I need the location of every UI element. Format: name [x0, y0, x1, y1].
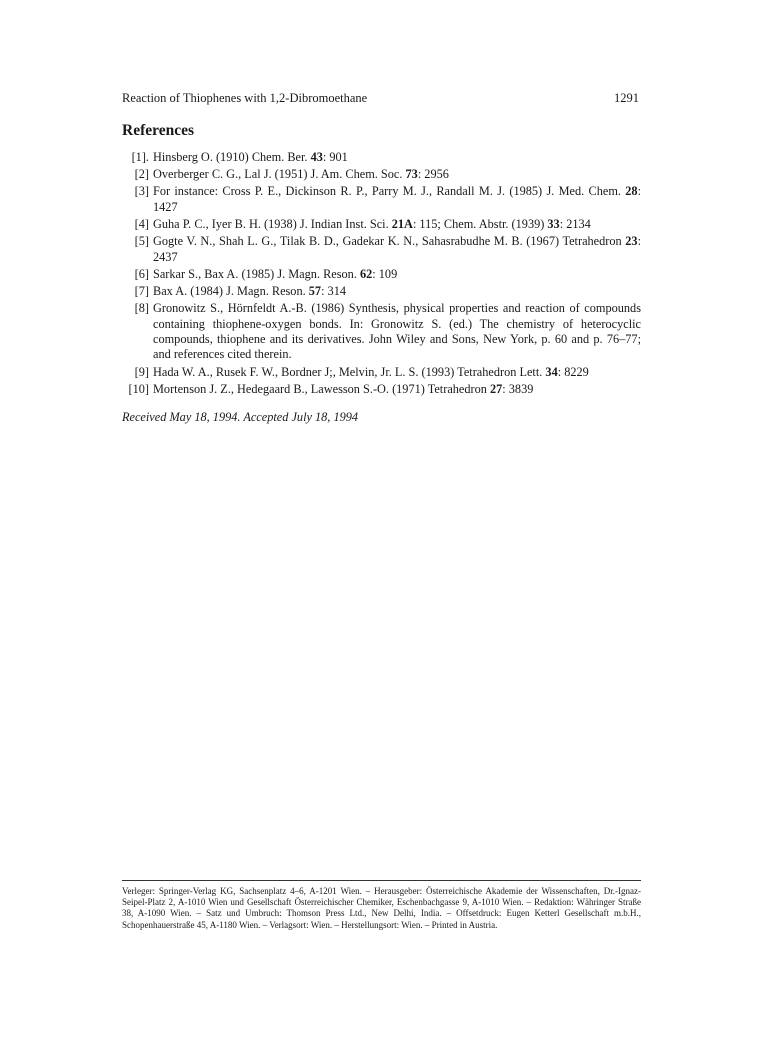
reference-text-segment: : 115; Chem. Abstr. (1939): [412, 217, 548, 232]
reference-item: [122, 184, 641, 215]
reference-text-segment: : 1427: [153, 184, 641, 214]
reference-volume: 62: [359, 266, 373, 281]
reference-text: [153, 184, 641, 215]
running-head: [122, 91, 639, 109]
reference-item: [122, 365, 641, 380]
reference-text: [153, 234, 641, 265]
reference-item: [122, 382, 641, 397]
running-title: Reaction of Thiophenes with 1,2-Dibromoethane: [122, 91, 368, 105]
reference-text-segment: Sarkar S., Bax A. (1985) J. Magn. Reson.: [153, 266, 360, 281]
reference-text-segment: : 314: [321, 284, 346, 299]
reference-text-segment: : 901: [322, 150, 348, 164]
reference-volume: 73: [405, 167, 418, 182]
reference-text-segment: : 8229: [557, 364, 589, 379]
reference-item: [122, 234, 641, 265]
reference-text: [153, 365, 641, 380]
reference-text-segment: Mortenson J. Z., Hedegaard B., Lawesson S.-O. (1971) Tetrahedron: [153, 381, 490, 396]
reference-item: [122, 167, 641, 182]
reference-item: [122, 150, 641, 165]
reference-text-segment: For instance: Cross P. E., Dickinson R. P., Parry M. J., Randall M. J. (1985) J. Med. Chem.: [153, 184, 626, 199]
reference-text-segment: : 3839: [502, 381, 534, 396]
references-heading: References: [122, 122, 195, 139]
reference-volume: 34: [545, 364, 558, 379]
reference-text: [153, 217, 641, 232]
publisher-imprint: Verleger: Springer-Verlag KG, Sachsenplatz 4–6, A-1201 Wien. – Herausgeber: Österreichische Akademie der Wissenschaften, Dr.-Ignaz-Seipel-Platz 2, A-1010 Wien und Gesellschaft Österreichischer Chemiker, Eschenbachgasse 9, A-1010 Wien. – Redaktion: Währinger Straße 38, A-1090 Wien. – Satz und Umbruch: Thomson Press Ltd., New Delhi, India. – Offsetdruck: Eugen Ketterl Gesellschaft m.b.H., Schopenhauerstraße 45, A-1180 Wien. – Verlagsort: Wien. – Herstellungsort: Wien. – Printed in Austria.: [122, 886, 641, 930]
reference-text-segment: Gronowitz S., Hörnfeldt A.-B. (1986) Synthesis, physical properties and reaction of compounds containing thiophene-oxygen bonds. In: Gronowitz S. (ed.) The chemistry of heterocyclic compounds, thiophene and its derivatives. John Wiley and Sons, New York, p. 60 and p. 76–77; and references cited therein.: [153, 301, 641, 362]
reference-number: [1].: [131, 150, 149, 164]
reference-text: [153, 167, 641, 182]
reference-item: [122, 217, 641, 232]
reference-text: [153, 382, 641, 397]
received-accepted-line: Received May 18, 1994. Accepted July 18, 1994: [122, 410, 359, 424]
reference-text: [153, 267, 641, 282]
reference-volume: 57: [308, 284, 322, 299]
reference-text-segment: : 2134: [559, 217, 591, 232]
reference-number: [3]: [134, 184, 149, 199]
reference-text-segment: Guha P. C., Iyer B. H. (1938) J. Indian Inst. Sci.: [153, 217, 392, 232]
reference-volume: 43: [310, 150, 323, 164]
reference-volume: 27: [490, 381, 503, 396]
reference-number: [10]: [128, 381, 149, 396]
reference-text-segment: Hada W. A., Rusek F. W., Bordner J;, Melvin, Jr. L. S. (1993) Tetrahedron Lett.: [153, 364, 546, 379]
reference-item: [122, 267, 641, 282]
reference-number: [9]: [134, 364, 149, 379]
reference-text: [153, 301, 641, 363]
page-number: 1291: [614, 91, 639, 105]
reference-text: [153, 284, 641, 299]
reference-text-segment: : 2437: [153, 234, 641, 264]
reference-text-segment: Bax A. (1984) J. Magn. Reson.: [153, 284, 309, 299]
reference-number: [6]: [134, 266, 149, 281]
footer-divider: [122, 880, 641, 881]
reference-item: [122, 301, 641, 363]
reference-text: [153, 150, 641, 165]
reference-text-segment: Hinsberg O. (1910) Chem. Ber.: [153, 150, 311, 164]
reference-number: [7]: [134, 284, 149, 299]
reference-text-segment: Overberger C. G., Lal J. (1951) J. Am. Chem. Soc.: [153, 167, 406, 182]
reference-volume: 28: [625, 184, 638, 199]
reference-text-segment: : 2956: [417, 167, 449, 182]
reference-text-segment: Gogte V. N., Shah L. G., Tilak B. D., Gadekar K. N., Sahasrabudhe M. B. (1967) Tetrahedron: [153, 234, 626, 249]
reference-number: [8]: [134, 301, 149, 316]
reference-number: [5]: [134, 234, 149, 249]
reference-text-segment: : 109: [372, 266, 398, 281]
reference-list: [122, 150, 641, 399]
reference-number: [2]: [134, 167, 149, 182]
reference-volume: 33: [547, 217, 560, 232]
reference-number: [4]: [134, 217, 149, 232]
reference-item: [122, 284, 641, 299]
reference-volume: 23: [625, 234, 638, 249]
reference-volume: 21A: [391, 217, 413, 232]
